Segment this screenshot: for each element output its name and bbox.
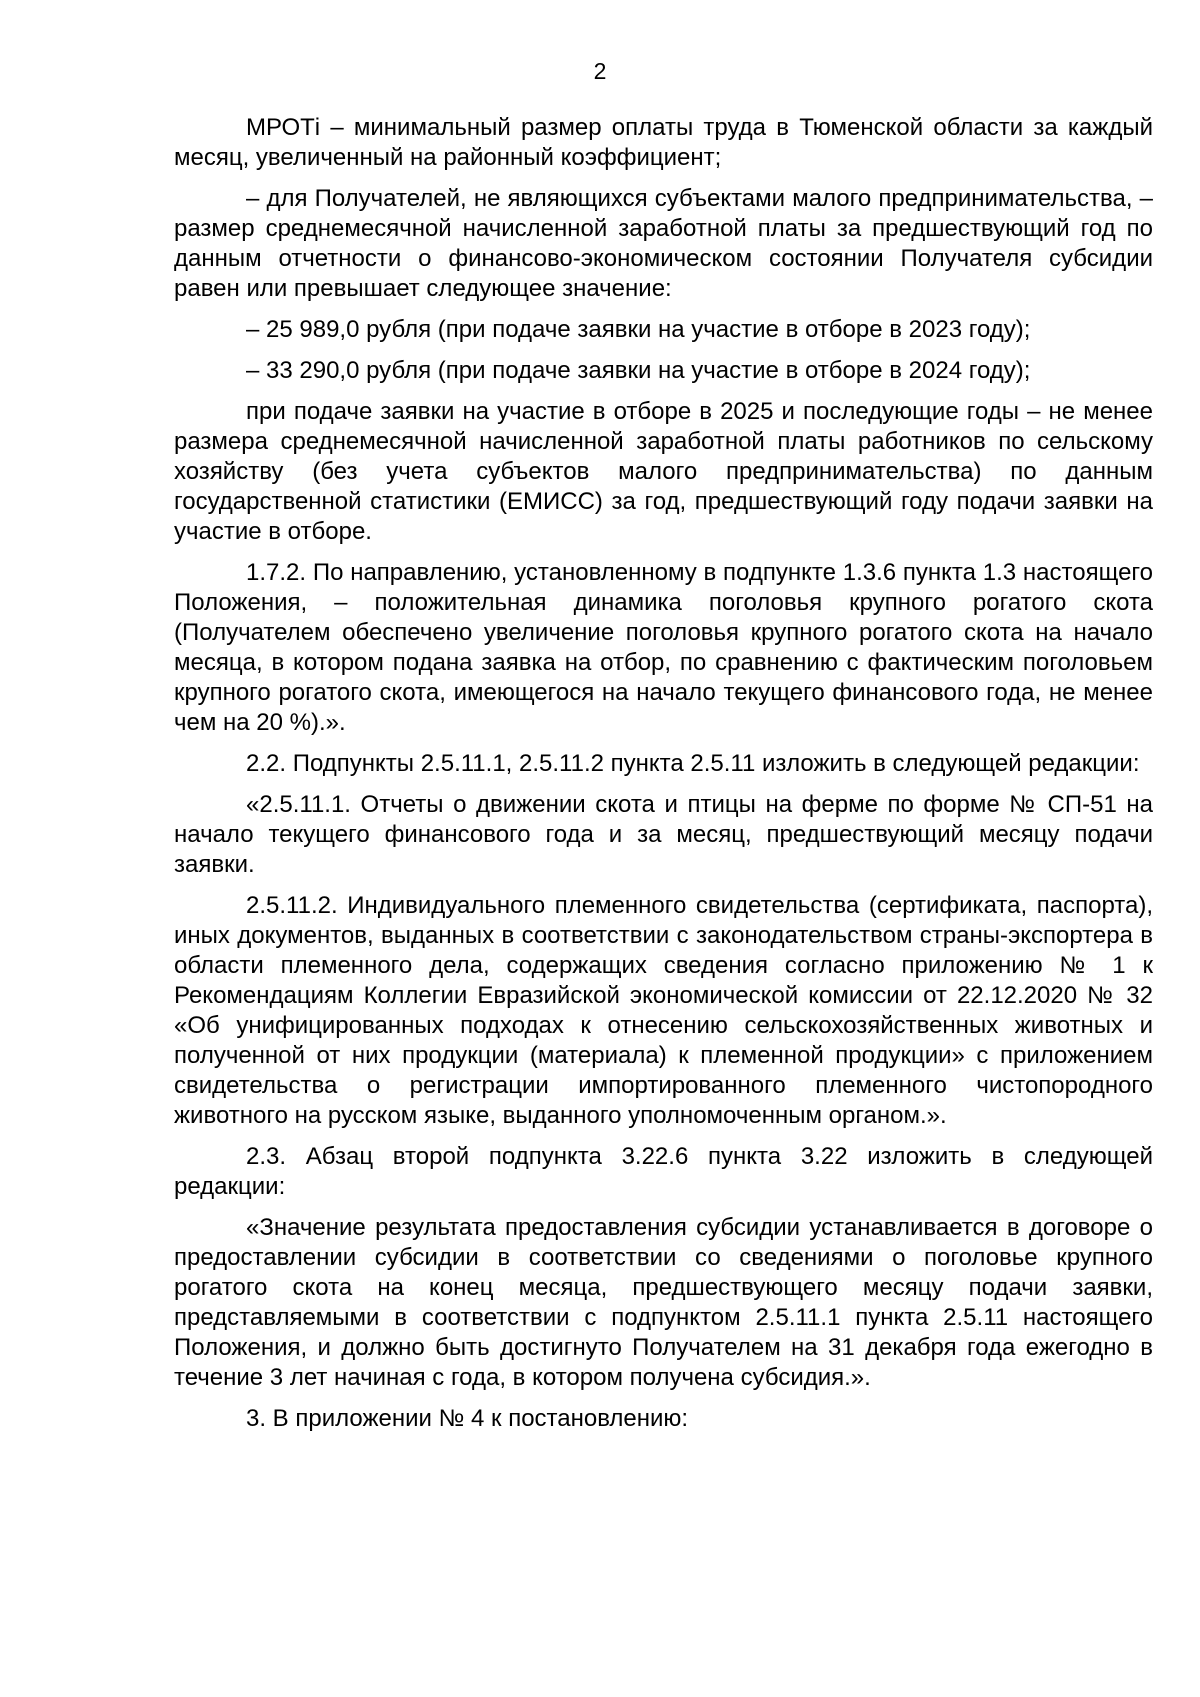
paragraph-2-5-11-1: «2.5.11.1. Отчеты о движении скота и птицы на ферме по форме № СП-51 на начало текущего финансового года и за месяц, предшествующий месяцу подачи заявки. (174, 791, 1153, 878)
paragraph-mrot-definition: МРОТi – минимальный размер оплаты труда в Тюменской области за каждый месяц, увеличенный на районный коэффициент; (174, 114, 1153, 171)
paragraph-2-2: 2.2. Подпункты 2.5.11.1, 2.5.11.2 пункта 2.5.11 изложить в следующей редакции: (246, 750, 1140, 777)
paragraph-2-3: 2.3. Абзац второй подпункта 3.22.6 пункта 3.22 изложить в следующей редакции: (174, 1143, 1153, 1200)
paragraph-value-2023: – 25 989,0 рубля (при подаче заявки на участие в отборе в 2023 году); (246, 316, 1031, 343)
paragraph-value-2024: – 33 290,0 рубля (при подаче заявки на участие в отборе в 2024 году); (246, 357, 1031, 384)
paragraph-non-small-business: – для Получателей, не являющихся субъектами малого предпринимательства, – размер среднемесячной начисленной заработной платы за предшествующий год по данным отчетности о финансово-экономическом состоянии Получателя субсидии равен или превышает следующее значение: (174, 185, 1153, 302)
paragraph-2-5-11-2: 2.5.11.2. Индивидуального племенного свидетельства (сертификата, паспорта), иных документов, выданных в соответствии с законодательством страны-экспортера в области племенного дела, содержащих сведения согласно приложению № 1 к Рекомендациям Коллегии Евразийской экономической комиссии от 22.12.2020 № 32 «Об унифицированных подходах к отнесению сельскохозяйственных животных и полученной от них продукции (материала) к племенной продукции» с приложением свидетельства о регистрации импортированного племенного чистопородного животного на русском языке, выданного уполномоченным органом.». (174, 892, 1153, 1129)
paragraph-result-value: «Значение результата предоставления субсидии устанавливается в договоре о предоставлении субсидии в соответствии со сведениями о поголовье крупного рогатого скота на конец месяца, предшествующего месяцу подачи заявки, представляемыми в соответствии с подпунктом 2.5.11.1 пункта 2.5.11 настоящего Положения, и должно быть достигнуто Получателем на 31 декабря года ежегодно в течение 3 лет начиная с года, в котором получена субсидия.». (174, 1214, 1153, 1391)
paragraph-3: 3. В приложении № 4 к постановлению: (246, 1405, 689, 1432)
document-body (174, 113, 1153, 1445)
page-number: 2 (593, 58, 607, 84)
paragraph-1-7-2: 1.7.2. По направлению, установленному в подпункте 1.3.6 пункта 1.3 настоящего Положения, – положительная динамика поголовья крупного рогатого скота (Получателем обеспечено увеличение поголовья крупного рогатого скота на начало месяца, в котором подана заявка на отбор, по сравнению с фактическим поголовьем крупного рогатого скота, имеющегося на начало текущего финансового года, не менее чем на 20 %).». (174, 559, 1153, 736)
paragraph-value-2025: при подаче заявки на участие в отборе в 2025 и последующие годы – не менее размера среднемесячной начисленной заработной платы работников по сельскому хозяйству (без учета субъектов малого предпринимательства) по данным государственной статистики (ЕМИСС) за год, предшествующий году подачи заявки на участие в отборе. (174, 398, 1153, 545)
